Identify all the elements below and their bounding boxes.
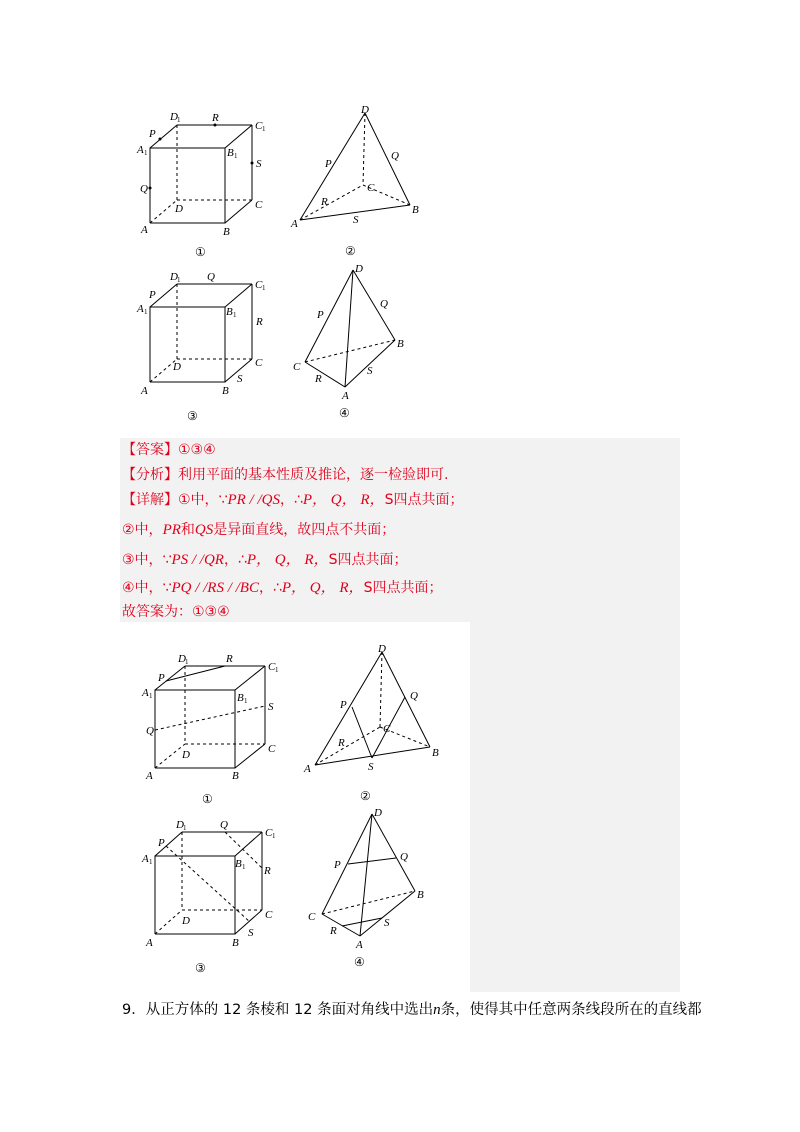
- detail-line-3: ③中，∵PS / /QR，∴P， Q， R，S四点共面；: [122, 552, 408, 568]
- label-Q: Q: [410, 690, 418, 702]
- caption-3: ③: [187, 409, 198, 423]
- final-answer-line: 故答案为：①③④: [122, 604, 230, 620]
- label-S: S: [256, 158, 262, 170]
- svg-text:1: 1: [262, 284, 266, 292]
- label-P: P: [149, 128, 156, 140]
- detail-line-4: ④中，∵PQ / /RS / /BC，∴P， Q， R，S四点共面；: [122, 580, 443, 596]
- label-B1: B: [235, 858, 242, 870]
- svg-text:1: 1: [272, 832, 276, 840]
- label-B: B: [232, 770, 239, 782]
- label-S: S: [368, 761, 374, 773]
- solution-caption-1: ①: [202, 792, 213, 806]
- caption-4: ④: [339, 406, 350, 420]
- solution-figure-3: [140, 812, 290, 977]
- svg-text:1: 1: [275, 666, 279, 674]
- detail-line-2: ②中，PR和QS是异面直线，故四点不共面；: [122, 522, 396, 538]
- label-D: D: [182, 915, 190, 927]
- label-A: A: [146, 937, 153, 949]
- label-B: B: [412, 204, 419, 216]
- label-S: S: [268, 701, 274, 713]
- label-Q: Q: [146, 725, 154, 737]
- label-C: C: [293, 361, 301, 373]
- label-A1: A: [142, 687, 149, 699]
- label-D: D: [361, 104, 369, 116]
- label-D1: D: [170, 271, 178, 283]
- figure-1-cube: [135, 108, 275, 258]
- label-A1: A: [137, 144, 144, 156]
- label-Q: Q: [207, 271, 215, 283]
- label-S: S: [353, 214, 359, 226]
- svg-text:1: 1: [144, 308, 148, 316]
- figure-2-tetrahedron: [285, 105, 425, 260]
- label-C: C: [268, 743, 276, 755]
- label-A1: A: [142, 853, 149, 865]
- label-D1: D: [176, 819, 184, 831]
- label-A: A: [291, 218, 298, 230]
- solution-figure-4: [300, 806, 450, 971]
- svg-text:1: 1: [149, 692, 153, 700]
- label-C: C: [383, 723, 391, 735]
- label-P: P: [325, 158, 332, 170]
- label-Q: Q: [391, 150, 399, 162]
- label-D: D: [374, 807, 382, 819]
- svg-text:1: 1: [144, 149, 148, 157]
- label-C: C: [367, 182, 375, 194]
- label-Q: Q: [400, 851, 408, 863]
- label-B1: B: [226, 306, 233, 318]
- label-P: P: [334, 859, 341, 871]
- label-D1: D: [170, 111, 178, 123]
- svg-text:1: 1: [177, 276, 181, 284]
- svg-text:1: 1: [233, 311, 237, 319]
- label-C1: C: [268, 661, 276, 673]
- label-B1: B: [237, 692, 244, 704]
- label-D1: D: [178, 653, 186, 665]
- label-D: D: [175, 203, 183, 215]
- label-A: A: [356, 939, 363, 951]
- label-R: R: [256, 316, 263, 328]
- label-B: B: [417, 889, 424, 901]
- solution-figure-2: [300, 642, 450, 807]
- label-C: C: [255, 199, 263, 211]
- label-B: B: [222, 385, 229, 397]
- label-D: D: [182, 749, 190, 761]
- figure-3-cube: [135, 270, 275, 425]
- label-Q: Q: [220, 819, 228, 831]
- label-S: S: [384, 917, 390, 929]
- label-R: R: [330, 925, 337, 937]
- svg-text:1: 1: [177, 116, 181, 124]
- label-C1: C: [255, 120, 263, 132]
- label-A1: A: [137, 303, 144, 315]
- analysis-line: 【分析】利用平面的基本性质及推论，逐一检验即可.: [122, 467, 449, 483]
- label-B: B: [232, 937, 239, 949]
- label-C: C: [308, 911, 316, 923]
- label-A: A: [304, 763, 311, 775]
- label-C1: C: [255, 279, 263, 291]
- label-D: D: [355, 263, 363, 275]
- label-S: S: [237, 373, 243, 385]
- solution-figure-1: [140, 648, 290, 808]
- label-P: P: [158, 837, 165, 849]
- label-Q: Q: [380, 298, 388, 310]
- label-A: A: [146, 770, 153, 782]
- svg-text:1: 1: [183, 824, 187, 832]
- label-R: R: [321, 196, 328, 208]
- svg-text:1: 1: [242, 863, 246, 871]
- label-B: B: [432, 747, 439, 759]
- svg-text:1: 1: [149, 858, 153, 866]
- label-S: S: [248, 927, 254, 939]
- label-D: D: [173, 361, 181, 373]
- label-C: C: [255, 357, 263, 369]
- solution-caption-4: ④: [354, 955, 365, 969]
- label-R: R: [212, 112, 219, 124]
- figure-4-tetrahedron: [285, 262, 425, 422]
- label-D: D: [378, 643, 386, 655]
- label-R: R: [226, 653, 233, 665]
- label-R: R: [264, 865, 271, 877]
- detail-line-1: 【详解】①中，∵PR / /QS，∴P， Q， R，S四点共面；: [122, 492, 464, 508]
- label-A: A: [141, 385, 148, 397]
- answer-line: 【答案】①③④: [122, 442, 216, 458]
- question-9: 9．从正方体的 12 条棱和 12 条面对角线中选出n条，使得其中任意两条线段所在的直线都: [122, 1002, 702, 1018]
- label-P: P: [158, 672, 165, 684]
- label-P: P: [149, 289, 156, 301]
- label-P: P: [317, 309, 324, 321]
- svg-text:1: 1: [185, 658, 189, 666]
- svg-text:1: 1: [244, 697, 248, 705]
- label-Q: Q: [140, 183, 148, 195]
- label-A: A: [141, 224, 148, 236]
- solution-caption-3: ③: [195, 961, 206, 975]
- label-P: P: [340, 699, 347, 711]
- label-S: S: [367, 365, 373, 377]
- label-R: R: [315, 373, 322, 385]
- label-C1: C: [265, 827, 273, 839]
- caption-2: ②: [345, 244, 356, 258]
- svg-text:1: 1: [234, 152, 238, 160]
- label-B1: B: [227, 147, 234, 159]
- label-C: C: [265, 909, 273, 921]
- caption-1: ①: [195, 245, 206, 259]
- svg-text:1: 1: [262, 125, 266, 133]
- solution-caption-2: ②: [360, 789, 371, 803]
- label-A: A: [342, 390, 349, 402]
- label-R: R: [338, 737, 345, 749]
- label-B: B: [397, 338, 404, 350]
- label-B: B: [223, 226, 230, 238]
- solution-background-right: [470, 622, 680, 992]
